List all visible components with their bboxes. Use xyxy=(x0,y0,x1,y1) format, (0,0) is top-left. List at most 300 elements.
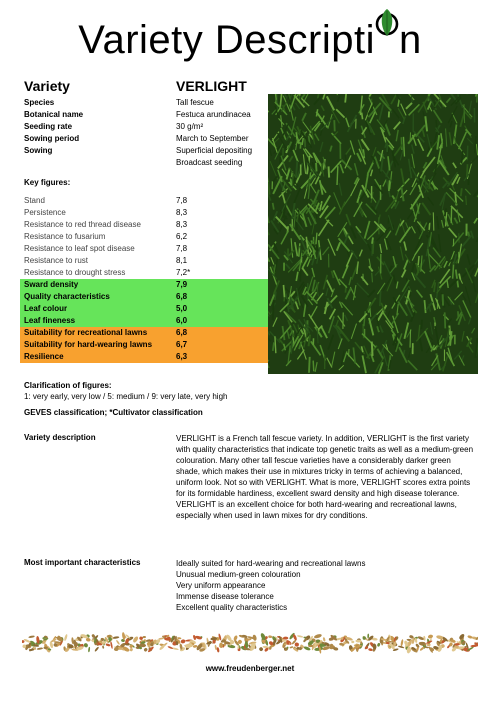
grass-blade xyxy=(302,113,306,121)
figure-value: 6,0 xyxy=(176,316,188,325)
table-row xyxy=(20,267,268,279)
grass-blade xyxy=(465,286,471,305)
info-value: Tall fescue xyxy=(176,98,214,107)
grass-blade xyxy=(404,260,408,270)
grass-blade xyxy=(457,177,460,184)
grass-blade xyxy=(472,277,476,292)
grass-blade xyxy=(280,94,281,107)
grass-blade xyxy=(282,192,285,203)
grass-blade xyxy=(292,203,294,219)
grass-blade xyxy=(308,217,311,225)
grass-blade xyxy=(274,243,278,253)
grass-blade xyxy=(346,214,350,225)
info-value: Broadcast seeding xyxy=(176,158,243,167)
grass-blade xyxy=(477,231,478,242)
grass-blade xyxy=(299,342,302,350)
grass-blade xyxy=(393,256,396,267)
grass-blade xyxy=(327,358,332,368)
table-row-highlight-orange xyxy=(20,339,268,351)
grass-blade xyxy=(317,283,318,290)
seed-grain xyxy=(195,635,203,640)
list-item: Immense disease tolerance xyxy=(176,592,274,601)
leaf-logo-icon xyxy=(376,27,398,53)
grass-blade xyxy=(475,263,478,276)
grass-blade xyxy=(365,221,370,239)
grass-blade xyxy=(387,311,389,318)
most-important-label: Most important characteristics xyxy=(24,558,141,567)
figure-value: 6,8 xyxy=(176,328,188,337)
grass-blade xyxy=(464,94,467,95)
grass-blade xyxy=(463,295,466,300)
figure-name: Quality characteristics xyxy=(24,292,110,301)
grass-blade xyxy=(304,303,306,317)
grass-blade xyxy=(281,231,288,245)
grass-blade xyxy=(454,218,457,224)
grass-blade xyxy=(446,98,450,103)
grass-blade xyxy=(273,342,274,351)
variety-label: Variety xyxy=(24,78,70,94)
grass-blade xyxy=(296,161,297,177)
grass-blade xyxy=(402,270,406,278)
grass-blade xyxy=(379,104,383,120)
grass-blade xyxy=(362,113,363,120)
figure-name: Leaf colour xyxy=(24,304,68,313)
page-title-text-right: n xyxy=(398,18,422,62)
seed-strip-image xyxy=(22,632,478,654)
seed-grain xyxy=(368,648,373,651)
grass-blade xyxy=(428,197,434,205)
grass-blade xyxy=(320,142,323,152)
seed-grain xyxy=(49,641,53,648)
grass-blade xyxy=(475,285,478,303)
grass-blade xyxy=(418,97,429,113)
figure-value: 6,3 xyxy=(176,352,188,361)
grass-blade xyxy=(467,138,472,144)
grass-blade xyxy=(413,273,425,287)
variety-description-label: Variety description xyxy=(24,433,96,442)
figure-value: 8,3 xyxy=(176,208,188,217)
figure-name: Resistance to rust xyxy=(24,256,89,265)
figure-value: 7,9 xyxy=(176,280,188,289)
grass-blade xyxy=(331,161,341,173)
grass-blade xyxy=(435,326,438,346)
grass-blade xyxy=(437,135,439,149)
figure-name: Stand xyxy=(24,196,45,205)
grass-blade xyxy=(268,212,269,223)
grass-blade xyxy=(340,164,343,173)
grass-blade xyxy=(372,238,373,244)
grass-texture xyxy=(268,94,478,374)
grass-blade xyxy=(412,255,415,261)
table-row-highlight-orange xyxy=(20,327,268,339)
figure-value: 7,8 xyxy=(176,196,188,205)
grass-blade xyxy=(466,196,467,205)
table-row xyxy=(20,243,268,255)
table-row xyxy=(20,195,268,207)
grass-blade xyxy=(442,220,444,228)
figure-name: Resilience xyxy=(24,352,64,361)
seed-grain xyxy=(297,635,304,638)
seed-grain xyxy=(258,646,263,651)
clarification xyxy=(24,380,227,402)
grass-blade xyxy=(444,261,447,268)
figure-value: 5,0 xyxy=(176,304,188,313)
grass-blade xyxy=(396,130,398,141)
grass-blade xyxy=(418,256,419,265)
grass-blade xyxy=(468,345,473,352)
info-row xyxy=(24,145,252,157)
seed-grain xyxy=(367,634,369,639)
grass-blade xyxy=(427,134,430,148)
grass-blade xyxy=(347,251,349,258)
info-key: Botanical name xyxy=(24,110,84,119)
seed-grain xyxy=(428,634,434,639)
seed-grain xyxy=(282,641,287,648)
grass-blade xyxy=(367,298,376,311)
seed-grain xyxy=(83,642,89,648)
grass-blade xyxy=(281,115,282,127)
grass-blade xyxy=(467,254,470,264)
grass-blade xyxy=(368,290,375,297)
grass-blade xyxy=(293,150,298,162)
grass-blade xyxy=(295,301,298,309)
grass-blade xyxy=(313,361,314,372)
grass-blade xyxy=(449,132,451,145)
grass-blade xyxy=(403,137,404,157)
grass-blade xyxy=(348,115,357,132)
grass-blade xyxy=(449,279,457,287)
grass-blade xyxy=(303,121,311,133)
list-item: Unusual medium-green colouration xyxy=(176,570,301,579)
grass-blade xyxy=(477,94,478,103)
grass-blade xyxy=(401,169,404,185)
grass-blade xyxy=(330,146,332,152)
grass-blade xyxy=(296,103,300,109)
grass-blade xyxy=(268,249,269,262)
grass-blade xyxy=(412,154,415,168)
grass-blade xyxy=(411,95,412,103)
grass-blade xyxy=(408,360,417,370)
info-value: Festuca arundinacea xyxy=(176,110,251,119)
seed-grain xyxy=(216,647,219,652)
grass-blade xyxy=(312,268,314,277)
clarification-text: 1: very early, very low / 5: medium / 9: very late, very high xyxy=(24,392,228,401)
figure-value: 8,1 xyxy=(176,256,188,265)
info-value: March to September xyxy=(176,134,249,143)
grass-blade xyxy=(275,336,276,353)
grass-blade xyxy=(309,357,310,373)
grass-blade xyxy=(357,261,358,274)
info-value: Superficial depositing xyxy=(176,146,253,155)
seed-grain xyxy=(351,641,354,644)
table-row xyxy=(20,207,268,219)
grass-blade xyxy=(337,166,338,185)
grass-blade xyxy=(416,290,422,298)
grass-blade xyxy=(364,311,365,326)
grass-blade xyxy=(394,144,402,155)
figure-value: 6,8 xyxy=(176,292,188,301)
seed-grain xyxy=(289,646,293,649)
grass-blade xyxy=(271,257,274,264)
grass-blade xyxy=(462,236,471,247)
grass-blade xyxy=(329,166,330,177)
table-row-highlight-green xyxy=(20,303,268,315)
grass-blade xyxy=(450,121,452,127)
grass-blade xyxy=(273,176,277,182)
grass-blade xyxy=(475,251,478,264)
table-row xyxy=(20,219,268,231)
grass-blade xyxy=(274,211,278,220)
grass-blade xyxy=(302,268,308,276)
grass-blade xyxy=(400,247,403,261)
grass-blade xyxy=(439,234,441,252)
grass-blade xyxy=(296,272,298,281)
grass-blade xyxy=(361,277,368,285)
seed-grain xyxy=(129,648,133,652)
seed-grain xyxy=(212,640,215,644)
grass-blade xyxy=(336,109,344,117)
seed-grain xyxy=(180,639,185,644)
grass-blade xyxy=(353,285,356,300)
grass-blade xyxy=(303,154,305,173)
grass-blade xyxy=(268,102,269,112)
grass-blade xyxy=(277,94,278,112)
figure-name: Leaf fineness xyxy=(24,316,76,325)
figure-value: 8,3 xyxy=(176,220,188,229)
grass-blade xyxy=(332,133,342,144)
grass-blade xyxy=(273,203,274,210)
grass-blade xyxy=(350,140,354,154)
grass-blade xyxy=(291,238,293,257)
grass-blade xyxy=(355,342,365,354)
grass-blade xyxy=(333,132,338,137)
grass-blade xyxy=(386,231,391,239)
grass-blade xyxy=(467,164,468,176)
seed-grain xyxy=(219,642,223,648)
grass-blade xyxy=(475,136,476,153)
seed-grain xyxy=(110,641,113,649)
grass-blade xyxy=(268,354,269,361)
grass-blade xyxy=(351,227,356,238)
list-item: Very uniform appearance xyxy=(176,581,266,590)
seed-grain xyxy=(377,643,381,648)
table-row-highlight-green xyxy=(20,315,268,327)
grass-blade xyxy=(368,244,371,251)
table-row-highlight-green xyxy=(20,291,268,303)
grass-blade xyxy=(396,282,397,289)
seed-grain xyxy=(268,635,272,638)
grass-blade xyxy=(428,249,430,269)
grass-blade xyxy=(362,334,376,348)
grass-blade xyxy=(337,95,340,101)
grass-blade xyxy=(388,217,389,223)
grass-blade xyxy=(430,322,432,334)
grass-blade xyxy=(337,242,340,250)
grass-blade xyxy=(268,181,269,195)
seed-grain xyxy=(214,645,217,650)
grass-blade xyxy=(392,109,399,118)
grass-blade xyxy=(319,220,329,236)
grass-blade xyxy=(341,351,344,368)
grass-blade xyxy=(365,103,372,121)
grass-blade xyxy=(371,170,373,177)
grass-blade xyxy=(315,134,319,141)
seed-grain xyxy=(417,636,424,641)
seed-grain xyxy=(64,634,68,641)
grass-blade xyxy=(325,302,328,314)
grass-blade xyxy=(389,180,390,191)
grass-blade xyxy=(412,144,414,153)
seed-grain xyxy=(436,635,444,640)
figure-value: 7,2* xyxy=(176,268,191,277)
grass-blade xyxy=(455,292,463,300)
grass-blade xyxy=(401,187,403,201)
grass-blade xyxy=(400,227,411,242)
grass-blade xyxy=(404,242,406,251)
grass-blade xyxy=(443,356,448,371)
grass-blade xyxy=(406,103,412,109)
grass-blade xyxy=(355,163,358,175)
grass-blade xyxy=(339,238,350,251)
grass-blade xyxy=(468,318,470,325)
grass-blade xyxy=(471,231,474,239)
grass-blade xyxy=(406,222,408,228)
key-figures-title: Key figures: xyxy=(24,178,71,187)
grass-blade xyxy=(362,355,366,373)
table-row-highlight-green xyxy=(20,279,268,291)
grass-blade xyxy=(451,206,463,218)
info-row xyxy=(24,97,252,109)
grass-blade xyxy=(274,264,276,275)
seed-grain xyxy=(105,643,110,647)
grass-blade xyxy=(347,353,360,367)
seed-grain xyxy=(329,638,333,641)
grass-blade xyxy=(369,94,373,97)
grass-blade xyxy=(380,244,382,253)
table-row xyxy=(20,231,268,243)
grass-blade xyxy=(467,161,472,179)
grass-blade xyxy=(321,105,324,110)
grass-blade xyxy=(315,362,317,372)
grass-blade xyxy=(284,285,285,297)
grass-blade xyxy=(291,340,292,353)
info-key: Sowing period xyxy=(24,134,80,143)
grass-blade xyxy=(312,257,314,265)
grass-blade xyxy=(359,250,362,257)
footer-url[interactable]: www.freudenberger.net xyxy=(205,664,295,673)
seed-grain xyxy=(116,640,121,646)
grass-blade xyxy=(290,224,301,240)
grass-blade xyxy=(464,104,465,123)
grass-blade xyxy=(477,182,478,197)
grass-blade xyxy=(338,316,345,327)
grass-blade xyxy=(425,116,427,131)
grass-blade xyxy=(299,243,300,256)
figure-name: Resistance to red thread disease xyxy=(24,220,141,229)
grass-blade xyxy=(351,324,356,339)
grass-blade xyxy=(443,181,449,188)
grass-blade xyxy=(345,315,348,321)
info-row xyxy=(24,109,252,121)
grass-blade xyxy=(449,228,457,237)
grass-blade xyxy=(410,330,411,348)
seed-grain xyxy=(283,637,288,640)
seed-grain xyxy=(132,636,139,644)
grass-blade xyxy=(409,159,412,178)
grass-blade xyxy=(453,163,456,168)
figure-name: Persistence xyxy=(24,208,66,217)
figure-value: 6,7 xyxy=(176,340,188,349)
grass-blade xyxy=(342,265,348,278)
clarification-title: Clarification of figures: xyxy=(24,381,112,390)
grass-blade xyxy=(268,308,270,315)
info-key: Seeding rate xyxy=(24,122,73,131)
grass-blade xyxy=(429,182,430,189)
grass-blade xyxy=(326,288,328,296)
seed-grain xyxy=(400,639,404,646)
grass-blade xyxy=(360,96,362,116)
figure-value: 7,8 xyxy=(176,244,188,253)
grass-blade xyxy=(399,347,407,363)
seed-grain xyxy=(122,632,126,640)
grass-blade xyxy=(372,273,373,283)
seed-grain xyxy=(88,647,90,653)
grass-blade xyxy=(273,300,274,320)
grass-blade xyxy=(289,250,294,256)
info-key: Sowing xyxy=(24,146,53,155)
grass-blade xyxy=(422,203,430,215)
info-row xyxy=(24,157,252,169)
grass-blade xyxy=(357,153,361,161)
figure-name: Sward density xyxy=(24,280,79,289)
grass-blade xyxy=(295,242,298,256)
grass-blade xyxy=(328,298,333,308)
grass-blade xyxy=(437,216,439,229)
grass-blade xyxy=(383,179,386,186)
figure-name: Resistance to drought stress xyxy=(24,268,126,277)
most-important-list xyxy=(176,558,365,613)
info-row xyxy=(24,121,252,133)
grass-blade xyxy=(268,143,271,156)
grass-blade xyxy=(373,147,376,156)
grass-blade xyxy=(423,130,425,137)
grass-blade xyxy=(417,226,420,234)
grass-blade xyxy=(361,139,369,150)
grass-blade xyxy=(287,168,290,180)
grass-blade xyxy=(407,211,413,219)
grass-blade xyxy=(433,110,441,123)
grass-blade xyxy=(323,275,327,290)
table-row xyxy=(20,255,268,267)
grass-blade xyxy=(339,183,342,196)
seed-grain xyxy=(143,647,148,652)
table-row-highlight-orange xyxy=(20,351,268,363)
grass-blade xyxy=(446,128,447,146)
list-item: Ideally suited for hard-wearing and recreational lawns xyxy=(176,559,366,568)
grass-blade xyxy=(465,189,470,195)
figure-value: 6,2 xyxy=(176,232,188,241)
grass-blade xyxy=(474,218,477,223)
grass-blade xyxy=(346,118,349,127)
grass-blade xyxy=(299,94,302,96)
grass-blade xyxy=(472,328,475,333)
grass-blade xyxy=(346,148,351,155)
grass-blade xyxy=(327,96,334,110)
grass-blade xyxy=(424,300,425,313)
grass-blade xyxy=(411,226,415,233)
grass-blade xyxy=(359,313,367,322)
grass-photo xyxy=(268,94,478,374)
